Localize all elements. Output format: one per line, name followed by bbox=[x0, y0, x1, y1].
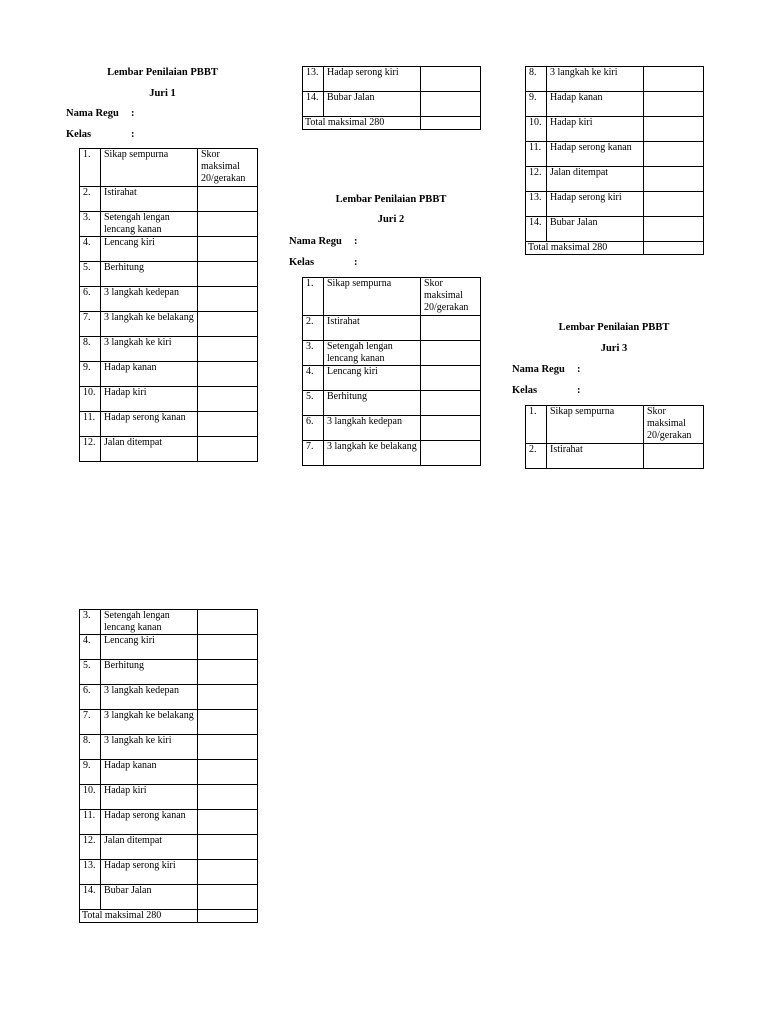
row-item: Hadap serong kiri bbox=[324, 67, 421, 92]
row-score[interactable] bbox=[421, 366, 481, 391]
table-row bbox=[80, 362, 258, 387]
row-item: Sikap sempurna bbox=[547, 406, 644, 444]
juri2-subtitle: Juri 2 bbox=[377, 214, 405, 225]
table-row bbox=[526, 406, 704, 444]
juri3-kelas-label: Kelas bbox=[512, 385, 538, 396]
row-number: 4. bbox=[303, 366, 324, 391]
row-item: Setengah lengan lencang kanan bbox=[324, 341, 421, 366]
row-number: 2. bbox=[303, 316, 324, 341]
row-number: 7. bbox=[303, 441, 324, 466]
row-item: Sikap sempurna bbox=[101, 149, 198, 187]
row-number: 11. bbox=[80, 412, 101, 437]
row-number: 14. bbox=[303, 92, 324, 117]
row-item: 3 langkah ke belakang bbox=[101, 312, 198, 337]
juri1-title: Lembar Penilaian PBBT bbox=[107, 67, 218, 78]
row-score[interactable] bbox=[198, 710, 258, 735]
row-score[interactable] bbox=[644, 142, 704, 167]
row-score[interactable] bbox=[198, 860, 258, 885]
row-number: 12. bbox=[80, 437, 101, 462]
table-row bbox=[526, 142, 704, 167]
juri2-score-table-continued bbox=[525, 66, 704, 255]
row-item: 3 langkah ke belakang bbox=[101, 710, 198, 735]
row-item: Istirahat bbox=[101, 187, 198, 212]
row-score[interactable] bbox=[198, 412, 258, 437]
row-number: 8. bbox=[80, 337, 101, 362]
row-item: Bubar Jalan bbox=[547, 217, 644, 242]
row-score[interactable] bbox=[644, 117, 704, 142]
row-score[interactable] bbox=[198, 437, 258, 462]
row-score[interactable] bbox=[421, 316, 481, 341]
table-row bbox=[80, 635, 258, 660]
row-item: Sikap sempurna bbox=[324, 278, 421, 316]
row-item: Hadap kiri bbox=[101, 785, 198, 810]
row-score[interactable] bbox=[644, 167, 704, 192]
juri2-kelas-colon: : bbox=[354, 257, 358, 268]
row-score[interactable] bbox=[198, 362, 258, 387]
row-number: 10. bbox=[80, 387, 101, 412]
table-row bbox=[526, 67, 704, 92]
row-score[interactable] bbox=[644, 217, 704, 242]
table-row bbox=[526, 117, 704, 142]
table-row bbox=[303, 316, 481, 341]
juri3-title: Lembar Penilaian PBBT bbox=[558, 322, 670, 333]
total-row bbox=[80, 910, 258, 923]
row-item: Berhitung bbox=[324, 391, 421, 416]
row-number: 9. bbox=[526, 92, 547, 117]
table-row bbox=[80, 262, 258, 287]
table-row bbox=[80, 835, 258, 860]
row-score[interactable] bbox=[198, 810, 258, 835]
row-number: 2. bbox=[80, 187, 101, 212]
row-item: 3 langkah ke kiri bbox=[101, 735, 198, 760]
table-row bbox=[80, 810, 258, 835]
row-item: Hadap serong kanan bbox=[547, 142, 644, 167]
table-row bbox=[303, 92, 481, 117]
juri1-nama-regu-colon: : bbox=[131, 108, 135, 119]
row-number: 4. bbox=[80, 237, 101, 262]
row-score[interactable] bbox=[421, 92, 481, 117]
table-row bbox=[526, 444, 704, 469]
table-row bbox=[80, 287, 258, 312]
juri2-title: Lembar Penilaian PBBT bbox=[335, 194, 447, 205]
total-label: Total maksimal 280 bbox=[526, 242, 644, 255]
juri1-score-table bbox=[79, 148, 258, 462]
table-row bbox=[80, 885, 258, 910]
row-item: Bubar Jalan bbox=[101, 885, 198, 910]
row-score[interactable] bbox=[421, 341, 481, 366]
row-number: 7. bbox=[80, 312, 101, 337]
row-score[interactable] bbox=[421, 391, 481, 416]
row-number: 10. bbox=[80, 785, 101, 810]
row-score[interactable] bbox=[198, 262, 258, 287]
row-score[interactable]: Skor maksimal 20/gerakan bbox=[644, 406, 704, 444]
row-item: 3 langkah ke kiri bbox=[547, 67, 644, 92]
table-row bbox=[80, 660, 258, 685]
juri3-nama-regu-label: Nama Regu bbox=[512, 364, 565, 375]
row-item: Hadap serong kiri bbox=[547, 192, 644, 217]
table-row bbox=[80, 710, 258, 735]
row-item: 3 langkah kedepan bbox=[101, 287, 198, 312]
row-score[interactable] bbox=[198, 237, 258, 262]
juri2-nama-regu-label: Nama Regu bbox=[289, 236, 342, 247]
row-score[interactable] bbox=[198, 610, 258, 635]
row-number: 6. bbox=[80, 685, 101, 710]
row-score[interactable] bbox=[421, 67, 481, 92]
row-number: 3. bbox=[303, 341, 324, 366]
row-number: 6. bbox=[80, 287, 101, 312]
row-score[interactable] bbox=[198, 885, 258, 910]
table-row bbox=[80, 760, 258, 785]
row-number: 12. bbox=[526, 167, 547, 192]
row-number: 9. bbox=[80, 362, 101, 387]
row-number: 14. bbox=[526, 217, 547, 242]
table-row bbox=[526, 217, 704, 242]
table-row bbox=[80, 785, 258, 810]
table-row bbox=[80, 337, 258, 362]
row-score[interactable]: Skor maksimal 20/gerakan bbox=[198, 149, 258, 187]
row-number: 10. bbox=[526, 117, 547, 142]
row-item: Jalan ditempat bbox=[101, 437, 198, 462]
row-number: 13. bbox=[80, 860, 101, 885]
juri2-kelas-label: Kelas bbox=[289, 257, 315, 268]
row-item: Hadap kiri bbox=[547, 117, 644, 142]
table-row bbox=[303, 441, 481, 466]
row-score[interactable] bbox=[644, 192, 704, 217]
row-score[interactable]: Skor maksimal 20/gerakan bbox=[421, 278, 481, 316]
row-number: 11. bbox=[80, 810, 101, 835]
total-row bbox=[526, 242, 704, 255]
table-row bbox=[80, 312, 258, 337]
row-item: Hadap kanan bbox=[101, 362, 198, 387]
table-row bbox=[80, 860, 258, 885]
row-item: 3 langkah kedepan bbox=[324, 416, 421, 441]
row-item: Jalan ditempat bbox=[547, 167, 644, 192]
row-number: 8. bbox=[526, 67, 547, 92]
table-row bbox=[526, 167, 704, 192]
table-row bbox=[80, 212, 258, 237]
row-number: 13. bbox=[526, 192, 547, 217]
row-item: Lencang kiri bbox=[324, 366, 421, 391]
row-number: 3. bbox=[80, 610, 101, 635]
juri1-nama-regu-label: Nama Regu bbox=[66, 108, 119, 119]
row-item: Hadap serong kiri bbox=[101, 860, 198, 885]
row-number: 11. bbox=[526, 142, 547, 167]
row-score[interactable] bbox=[198, 287, 258, 312]
row-score[interactable] bbox=[198, 685, 258, 710]
juri3-kelas-colon: : bbox=[577, 385, 581, 396]
row-score[interactable] bbox=[198, 312, 258, 337]
row-number: 5. bbox=[80, 262, 101, 287]
row-score[interactable] bbox=[198, 735, 258, 760]
row-item: Berhitung bbox=[101, 660, 198, 685]
row-score[interactable] bbox=[198, 187, 258, 212]
row-item: Lencang kiri bbox=[101, 237, 198, 262]
row-number: 2. bbox=[526, 444, 547, 469]
row-number: 6. bbox=[303, 416, 324, 441]
table-row bbox=[303, 278, 481, 316]
table-row bbox=[303, 391, 481, 416]
row-number: 13. bbox=[303, 67, 324, 92]
row-item: Hadap kanan bbox=[101, 760, 198, 785]
row-item: Hadap serong kanan bbox=[101, 810, 198, 835]
juri1-score-table-continued bbox=[79, 609, 258, 923]
row-item: Hadap serong kanan bbox=[101, 412, 198, 437]
total-row bbox=[303, 117, 481, 130]
table-row bbox=[80, 735, 258, 760]
row-number: 4. bbox=[80, 635, 101, 660]
table-row bbox=[526, 92, 704, 117]
row-item: 3 langkah ke kiri bbox=[101, 337, 198, 362]
row-number: 3. bbox=[80, 212, 101, 237]
juri1-kelas-label: Kelas bbox=[66, 129, 92, 140]
juri3-score-table bbox=[525, 405, 704, 469]
total-score[interactable] bbox=[198, 910, 258, 923]
row-score[interactable] bbox=[644, 444, 704, 469]
row-item: Setengah lengan lencang kanan bbox=[101, 212, 198, 237]
table-row bbox=[80, 387, 258, 412]
total-score[interactable] bbox=[644, 242, 704, 255]
row-item: Istirahat bbox=[547, 444, 644, 469]
table-row bbox=[80, 187, 258, 212]
juri1-score-table-end bbox=[302, 66, 481, 130]
row-score[interactable] bbox=[421, 416, 481, 441]
table-row bbox=[80, 237, 258, 262]
row-score[interactable] bbox=[198, 760, 258, 785]
row-number: 8. bbox=[80, 735, 101, 760]
row-number: 5. bbox=[80, 660, 101, 685]
row-score[interactable] bbox=[644, 92, 704, 117]
table-row bbox=[80, 149, 258, 187]
row-score[interactable] bbox=[198, 660, 258, 685]
row-item: Hadap kiri bbox=[101, 387, 198, 412]
table-row bbox=[80, 412, 258, 437]
row-number: 9. bbox=[80, 760, 101, 785]
row-number: 1. bbox=[303, 278, 324, 316]
total-score[interactable] bbox=[421, 117, 481, 130]
juri1-subtitle: Juri 1 bbox=[149, 88, 176, 99]
table-row bbox=[526, 192, 704, 217]
row-item: Hadap kanan bbox=[547, 92, 644, 117]
row-score[interactable] bbox=[198, 635, 258, 660]
table-row bbox=[303, 366, 481, 391]
row-number: 1. bbox=[526, 406, 547, 444]
row-number: 1. bbox=[80, 149, 101, 187]
row-score[interactable] bbox=[644, 67, 704, 92]
juri1-kelas-colon: : bbox=[131, 129, 135, 140]
row-item: Lencang kiri bbox=[101, 635, 198, 660]
table-row bbox=[303, 341, 481, 366]
row-item: Bubar Jalan bbox=[324, 92, 421, 117]
juri3-subtitle: Juri 3 bbox=[600, 343, 628, 354]
table-row bbox=[303, 67, 481, 92]
row-number: 7. bbox=[80, 710, 101, 735]
row-item: 3 langkah ke belakang bbox=[324, 441, 421, 466]
row-item: Jalan ditempat bbox=[101, 835, 198, 860]
row-score[interactable] bbox=[198, 387, 258, 412]
table-row bbox=[80, 437, 258, 462]
row-number: 14. bbox=[80, 885, 101, 910]
total-label: Total maksimal 280 bbox=[80, 910, 198, 923]
row-item: Berhitung bbox=[101, 262, 198, 287]
row-number: 5. bbox=[303, 391, 324, 416]
table-row bbox=[80, 685, 258, 710]
total-label: Total maksimal 280 bbox=[303, 117, 421, 130]
row-score[interactable] bbox=[198, 212, 258, 237]
juri3-nama-regu-colon: : bbox=[577, 364, 581, 375]
juri2-score-table bbox=[302, 277, 481, 466]
row-score[interactable] bbox=[198, 835, 258, 860]
row-number: 12. bbox=[80, 835, 101, 860]
row-item: Setengah lengan lencang kanan bbox=[101, 610, 198, 635]
row-score[interactable] bbox=[198, 337, 258, 362]
juri2-nama-regu-colon: : bbox=[354, 236, 358, 247]
table-row bbox=[80, 610, 258, 635]
row-item: 3 langkah kedepan bbox=[101, 685, 198, 710]
row-score[interactable] bbox=[198, 785, 258, 810]
table-row bbox=[303, 416, 481, 441]
row-score[interactable] bbox=[421, 441, 481, 466]
row-item: Istirahat bbox=[324, 316, 421, 341]
